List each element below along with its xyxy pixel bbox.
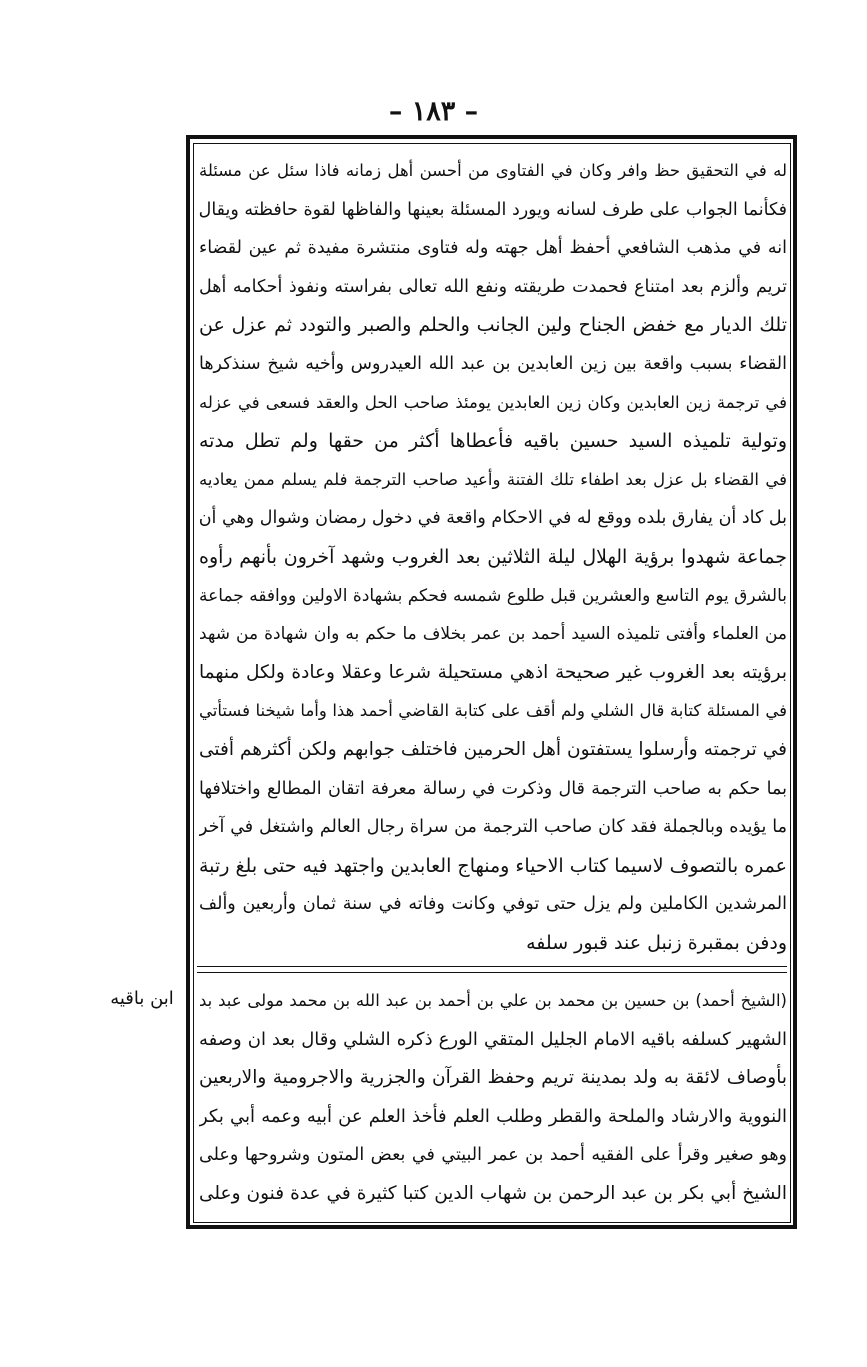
text-line: المرشدين الكاملين ولم يزل حتى توفي وكانت وفاته في سنة ثمان وأربعين وألف	[199, 894, 787, 915]
margin-note: ابن باقيه	[110, 988, 174, 1009]
text-line: تلك الديار مع خفض الجناح ولين الجانب والحلم والصبر والتودد ثم عزل عن	[199, 314, 787, 337]
text-line: تريم وألزم بعد امتناع فحمدت طريقته ونفع الله تعالى بفراسته ونفوذ أحكامه أهل	[199, 276, 787, 297]
text-line: القضاء بسبب واقعة بين زين العابدين بن عبد الله العيدروس وأخيه شيخ سنذكرها	[199, 353, 787, 374]
biography-entry	[199, 982, 787, 1214]
text-line: بالشرق يوم التاسع والعشرين قبل طلوع شمسه فحكم بشهادة الاولين ووافقه جماعة	[199, 585, 787, 606]
section-divider	[197, 966, 787, 967]
text-line: وتولية تلميذه السيد حسين باقيه فأعطاها أكثر من حقها ولم تطل مدته	[199, 430, 787, 453]
text-line: في القضاء بل عزل بعد اطفاء تلك الفتنة وأعيد صاحب الترجمة فلم يسلم ممن يعاديه	[199, 469, 787, 489]
text-line: برؤيته بعد الغروب غير صحيحة اذهي مستحيلة شرعا وعقلا وعادة ولكل منهما	[199, 661, 787, 683]
text-line: الشهير كسلفه باقيه الامام الجليل المتقي الورع ذكره الشلي وقال بعد ان وصفه	[199, 1028, 787, 1050]
text-line: ما يؤيده وبالجملة فقد كان صاحب الترجمة من سراة رجال العالم واشتغل في آخر	[199, 817, 787, 838]
text-line: فكأنما الجواب على طرف لسانه ويورد المسئلة بعينها والفاظها لقوة حافظته ويقال	[199, 199, 787, 220]
text-line: جماعة شهدوا برؤية الهلال ليلة الثلاثين بعد الغروب وشهد آخرون بأنهم رأوه	[199, 545, 787, 568]
text-line: في ترجمته وأرسلوا يستفتون أهل الحرمين فاختلف جوابهم ولكن أكثرهم أفتى	[199, 738, 787, 760]
text-line: بما حكم به صاحب الترجمة قال وذكرت في رسالة معرفة اتقان المطالع واختلافها	[199, 778, 787, 799]
text-line: من العلماء وأفتى تلميذه السيد أحمد بن عمر بخلاف ما حكم به وان شهادة من شهد	[199, 624, 787, 645]
text-line: في ترجمة زين العابدين وكان زين العابدين يومئذ صاحب الحل والعقد فسعى في عزله	[199, 392, 787, 412]
text-line: انه في مذهب الشافعي أحفظ أهل جهته وله فتاوى منتشرة مفيدة ثم عين لقضاء	[199, 238, 787, 259]
text-line: في المسئلة كتابة قال الشلي ولم أقف على كتابة القاضي أحمد هذا وأما شيخنا فستأتي	[199, 701, 787, 721]
page-number: – ١٨٣ –	[388, 96, 479, 127]
text-line: بل كاد أن يفارق بلده ووقع له في الاحكام واقعة في دخول رمضان وشوال وهي أن	[199, 508, 787, 529]
biography-continued	[199, 152, 787, 962]
text-line: (الشيخ أحمد) بن حسين بن محمد بن علي بن أحمد بن عبد الله بن محمد مولى عبد بد	[199, 991, 787, 1010]
section-divider	[197, 972, 787, 973]
text-line: ودفن بمقبرة زنبل عند قبور سلفه	[526, 931, 787, 954]
text-line: النووية والارشاد والملحة والقطر وطلب العلم فأخذ العلم عن أبيه وعمه أبي بكر	[199, 1105, 787, 1127]
text-line: وهو صغير وقرأ على الفقيه أحمد بن عمر البيتي في بعض المتون وشروحها وعلى	[199, 1145, 787, 1166]
text-line: بأوصاف لائقة به ولد بمدينة تريم وحفظ القرآن والجزرية والاجرومية والاربعين	[199, 1067, 787, 1089]
text-line: عمره بالتصوف لاسيما كتاب الاحياء ومنهاج العابدين واجتهد فيه حتى بلغ رتبة	[199, 854, 787, 877]
text-line: الشيخ أبي بكر بن عبد الرحمن بن شهاب الدين كتبا كثيرة في عدة فنون وعلى	[199, 1182, 787, 1204]
text-line: له في التحقيق حظ وافر وكان في الفتاوى من أحسن أهل زمانه فاذا سئل عن مسئلة	[199, 161, 787, 180]
